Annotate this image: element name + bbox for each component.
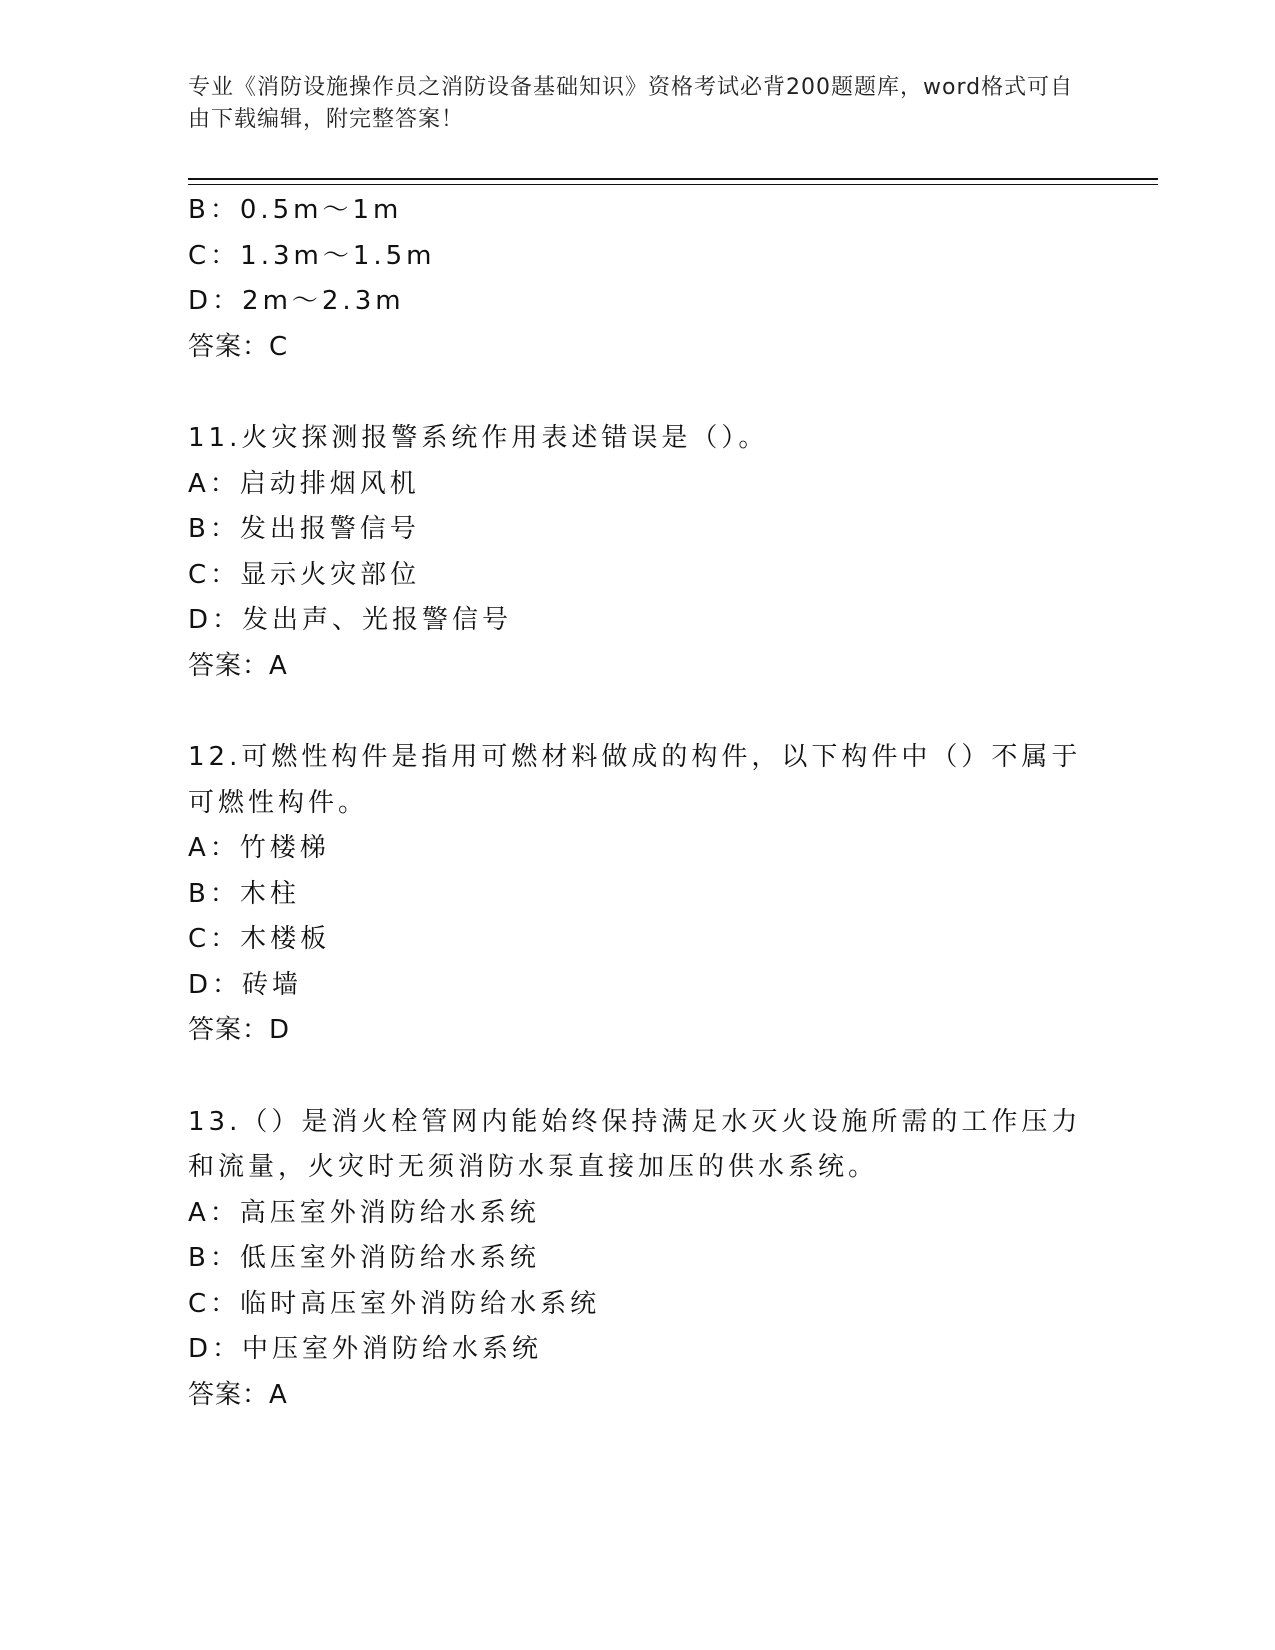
option-a: A：竹楼梯 bbox=[188, 833, 330, 863]
header-rule-thick bbox=[188, 178, 1158, 180]
spacer bbox=[188, 370, 1088, 416]
spacer bbox=[188, 1054, 1088, 1100]
question-stem: 11.火灾探测报警系统作用表述错误是（）。 bbox=[188, 423, 769, 453]
answer-line: 答案：A bbox=[188, 650, 288, 681]
answer-line: 答案：C bbox=[188, 331, 289, 362]
previous-question-block bbox=[188, 188, 1088, 370]
answer-line: 答案：A bbox=[188, 1379, 288, 1410]
option-c: C：临时高压室外消防给水系统 bbox=[188, 1288, 601, 1319]
option-b: B：低压室外消防给水系统 bbox=[188, 1243, 540, 1273]
option-a: A：高压室外消防给水系统 bbox=[188, 1197, 540, 1228]
option-c: C：显示火灾部位 bbox=[188, 559, 421, 590]
option-b: B：0.5m～1m bbox=[188, 195, 403, 225]
option-c: C：1.3m～1.5m bbox=[188, 240, 436, 271]
option-c: C：木楼板 bbox=[188, 924, 331, 954]
option-b: B：木柱 bbox=[188, 878, 300, 909]
option-d: D：2m～2.3m bbox=[188, 286, 405, 316]
question-content bbox=[188, 188, 1088, 1418]
option-d: D：发出声、光报警信号 bbox=[188, 605, 513, 635]
question-block-11 bbox=[188, 416, 1088, 689]
option-d: D：中压室外消防给水系统 bbox=[188, 1334, 543, 1364]
document-header: 专业《消防设施操作员之消防设备基础知识》资格考试必背200题题库，word格式可自由下载编辑，附完整答案！ bbox=[188, 75, 1074, 132]
option-b: B：发出报警信号 bbox=[188, 514, 420, 544]
question-stem: 13.（）是消火栓管网内能始终保持满足水灭火设施所需的工作压力和流量，火灾时无须消防水泵直接加压的供水系统。 bbox=[188, 1106, 1082, 1182]
option-a: A：启动排烟风机 bbox=[188, 468, 420, 499]
question-block-13 bbox=[188, 1100, 1088, 1419]
question-stem: 12.可燃性构件是指用可燃材料做成的构件，以下构件中（）不属于可燃性构件。 bbox=[188, 742, 1082, 818]
header-rule-thin bbox=[188, 184, 1158, 185]
answer-line: 答案：D bbox=[188, 1015, 291, 1045]
option-d: D：砖墙 bbox=[188, 969, 303, 1000]
spacer bbox=[188, 689, 1088, 735]
question-block-12 bbox=[188, 735, 1088, 1054]
